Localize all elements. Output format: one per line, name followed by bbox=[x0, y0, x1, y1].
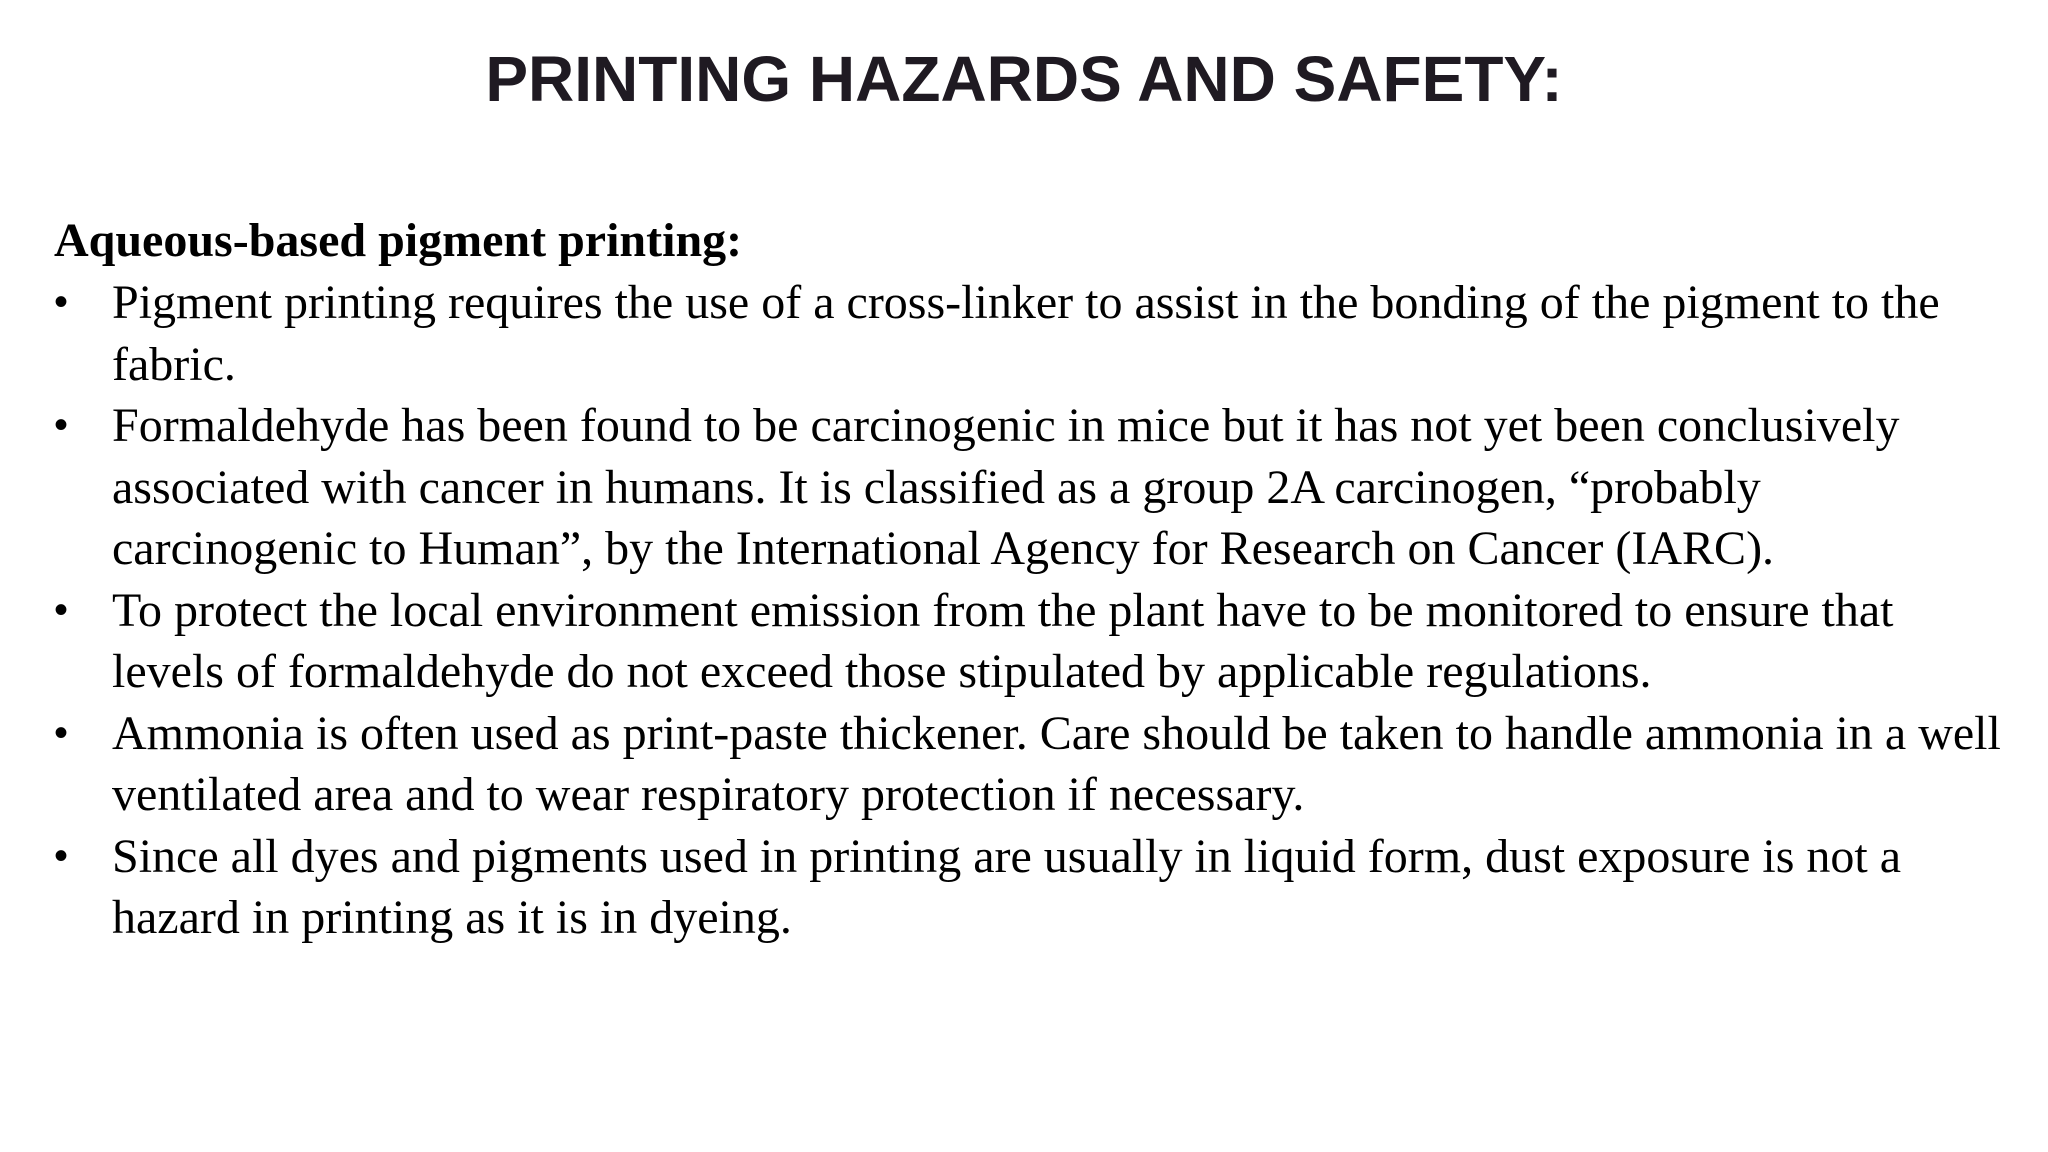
bullet-item bbox=[54, 703, 2014, 826]
slide-content bbox=[54, 210, 2014, 949]
bullet-item bbox=[54, 395, 2014, 580]
bullet-text: Since all dyes and pigments used in printing are usually in liquid form, dust exposure is not a hazard in printing as it is in dyeing. bbox=[112, 829, 1902, 944]
bullet-text: To protect the local environment emission from the plant have to be monitored to ensure that levels of formaldehyde do not exceed those stipulated by applicable regulations. bbox=[112, 583, 1894, 698]
slide-title: PRINTING HAZARDS AND SAFETY: bbox=[485, 43, 1563, 115]
bullet-icon: • bbox=[54, 710, 69, 755]
bullet-icon: • bbox=[54, 280, 69, 324]
bullet-text: Ammonia is often used as print-paste thickener. Care should be taken to handle ammonia in a well ventilated area and to wear respiratory protection if necessary. bbox=[112, 706, 2001, 821]
bullet-text: Formaldehyde has been found to be carcinogenic in mice but it has not yet been conclusively associated with cancer in humans. It is classified as a group 2A carcinogen, “probably carcinogenic to Human”, by the International Agency for Research on Cancer (IARC). bbox=[112, 399, 1900, 575]
bullet-item bbox=[54, 272, 2014, 395]
bullet-text: Pigment printing requires the use of a cross-linker to assist in the bonding of the pigment to the fabric. bbox=[112, 276, 1940, 391]
bullet-icon: • bbox=[54, 403, 69, 447]
bullet-list bbox=[54, 272, 2014, 949]
section-heading: Aqueous-based pigment printing: bbox=[54, 214, 743, 267]
bullet-item bbox=[54, 580, 2014, 703]
bullet-icon: • bbox=[54, 833, 69, 878]
bullet-item bbox=[54, 826, 2014, 949]
bullet-icon: • bbox=[54, 587, 69, 632]
